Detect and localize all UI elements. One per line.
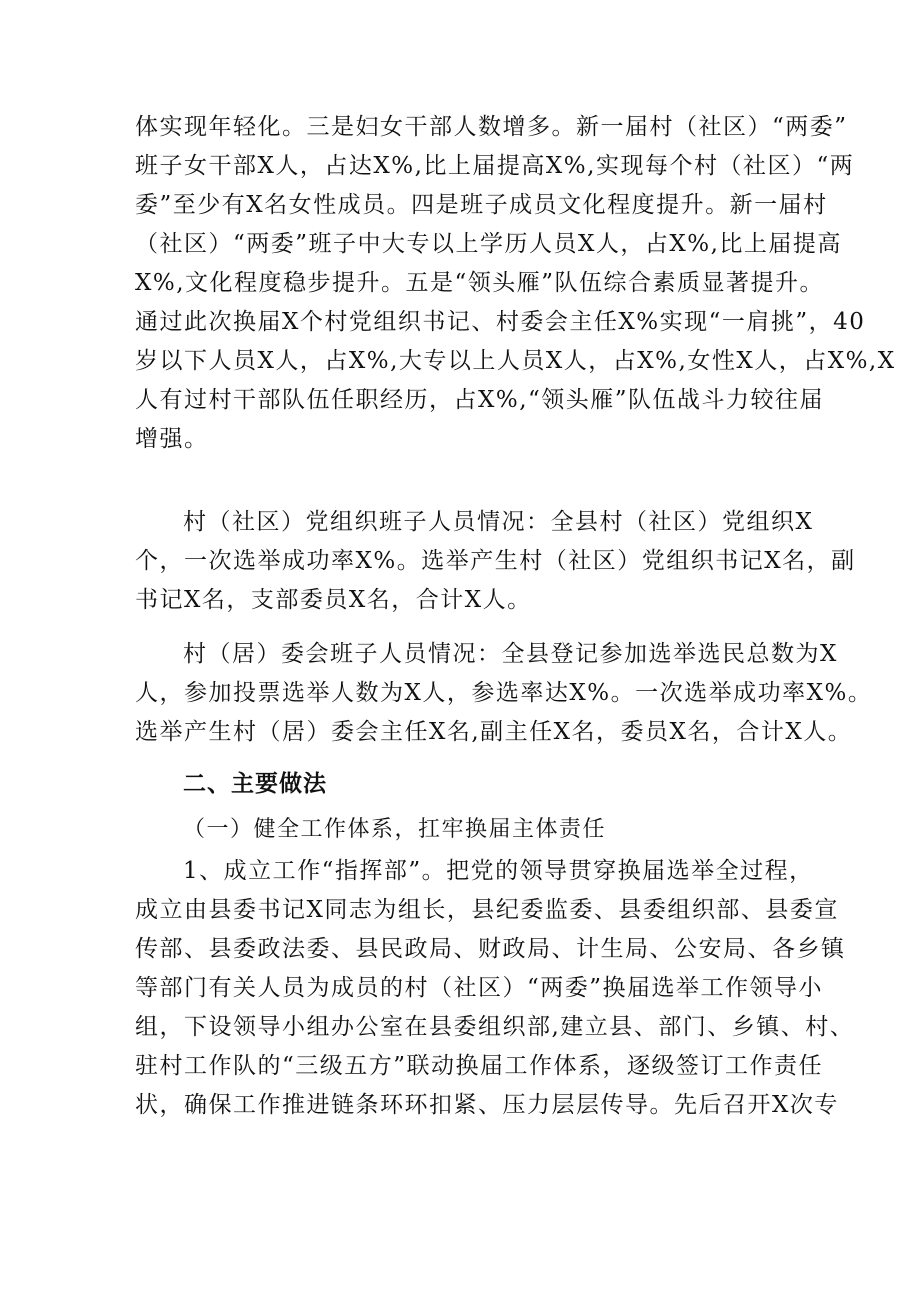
paragraph-line: 人，参加投票选举人数为X人，参选率达X%。一次选举成功率X%。 xyxy=(135,680,873,706)
paragraph-line: 班子女干部X人，占达X%,比上届提高X%,实现每个村（社区）“两 xyxy=(135,153,855,179)
paragraph-line: 委”至少有X名女性成员。四是班子成员文化程度提升。新一届村 xyxy=(135,192,828,218)
paragraph-line: 村（社区）党组织班子人员情况：全县村（社区）党组织X xyxy=(183,509,814,535)
point-1-paragraph xyxy=(135,852,855,1125)
party-org-paragraph xyxy=(135,503,856,620)
paragraph-line: 体实现年轻化。三是妇女干部人数增多。新一届村（社区）“两委” xyxy=(135,114,848,140)
paragraph-line: 组，下设领导小组办公室在县委组织部,建立县、部门、乡镇、村、 xyxy=(135,1014,855,1040)
paragraph-line: 状，确保工作推进链条环环扣紧、压力层层传导。先后召开X次专 xyxy=(135,1092,839,1118)
paragraph-line: X%,文化程度稳步提升。五是“领头雁”队伍综合素质显著提升。 xyxy=(135,270,825,296)
paragraph-line: 村（居）委会班子人员情况：全县登记参加选举选民总数为X xyxy=(183,641,838,667)
paragraph-line: 等部门有关人员为成员的村（社区）“两委”换届选举工作领导小 xyxy=(135,975,824,1001)
results-paragraph xyxy=(135,108,896,459)
paragraph-line: 驻村工作队的“三级五方”联动换届工作体系，逐级签订工作责任 xyxy=(135,1053,824,1079)
paragraph-line: 1、成立工作“指挥部”。把党的领导贯穿换届选举全过程， xyxy=(183,858,814,884)
section-heading: 二、主要做法 xyxy=(183,771,327,797)
paragraph-line: 通过此次换届X个村党组织书记、村委会主任X%实现“一肩挑”，40 xyxy=(135,309,866,335)
paragraph-line: 增强。 xyxy=(135,426,209,452)
paragraph-line: 成立由县委书记X同志为组长，县纪委监委、县委组织部、县委宣 xyxy=(135,897,839,923)
subsection-heading: （一）健全工作体系，扛牢换届主体责任 xyxy=(183,817,607,842)
paragraph-line: （社区）“两委”班子中大专以上学历人员X人，占X%,比上届提高 xyxy=(135,231,842,257)
paragraph-line: 传部、县委政法委、县民政局、财政局、计生局、公安局、各乡镇 xyxy=(135,936,846,962)
committee-paragraph xyxy=(135,635,873,752)
paragraph-line: 岁以下人员X人，占X%,大专以上人员X人，占X%,女性X人，占X%,X xyxy=(135,348,896,374)
paragraph-line: 个，一次选举成功率X%。选举产生村（社区）党组织书记X名，副 xyxy=(135,548,856,574)
paragraph-line: 书记X名，支部委员X名，合计X人。 xyxy=(135,587,532,613)
paragraph-line: 人有过村干部队伍任职经历，占X%,“领头雁”队伍战斗力较往届 xyxy=(135,387,825,413)
paragraph-line: 选举产生村（居）委会主任X名,副主任X名，委员X名，合计X人。 xyxy=(135,719,853,745)
